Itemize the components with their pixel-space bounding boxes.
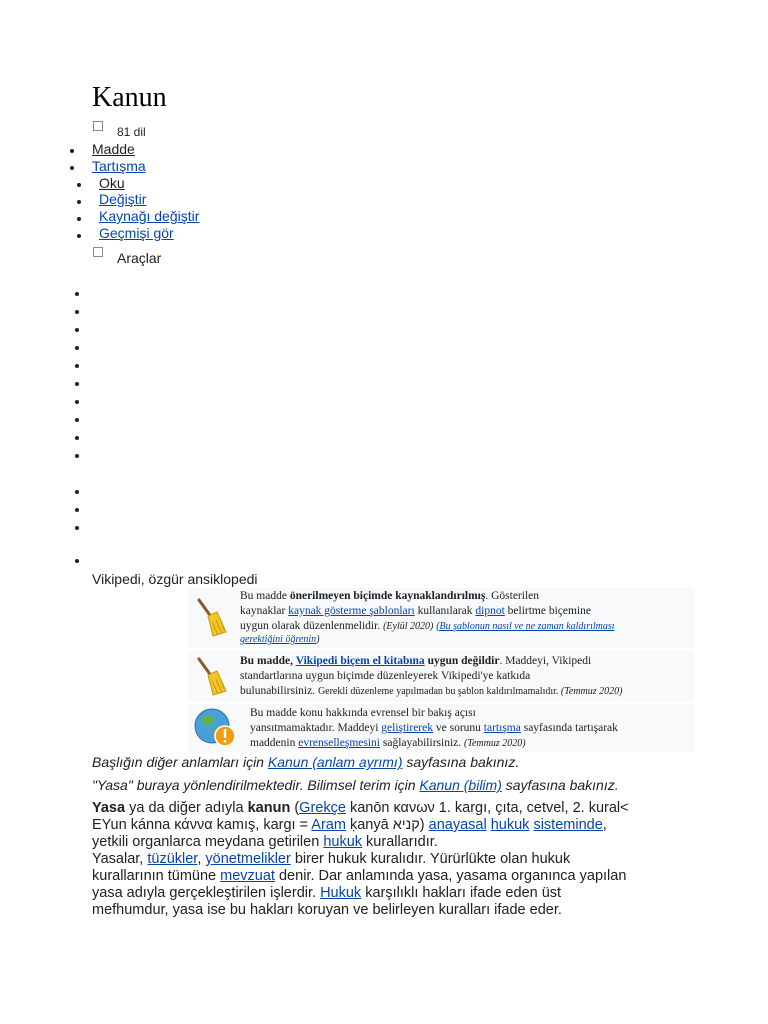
page-title: Kanun — [92, 82, 167, 113]
bullet — [75, 454, 79, 458]
term-kanun: kanun — [247, 800, 291, 816]
notice-text: Bu madde — [240, 590, 290, 602]
talk-link[interactable]: tartışma — [483, 722, 521, 734]
hatnote-text: sayfasına bakınız. — [501, 777, 619, 793]
bullet — [75, 364, 79, 368]
globalize-link[interactable]: evrenselleşmesini — [298, 737, 380, 749]
notice-text: yansıtmamaktadır. Maddeyi — [250, 722, 382, 734]
notice-text: maddenin — [250, 737, 299, 749]
system-link[interactable]: sisteminde — [533, 817, 603, 833]
bullet — [77, 183, 81, 187]
bullet — [75, 328, 79, 332]
tab-read[interactable]: Oku — [99, 175, 125, 191]
notice-sources — [188, 588, 694, 648]
footnote-link[interactable]: dipnot — [475, 605, 505, 617]
tools-label[interactable]: Araçlar — [117, 250, 162, 266]
citation-templates-link[interactable]: kaynak gösterme şablonları — [288, 605, 415, 617]
notice-text: uygun olarak düzenlenmelidir. — [240, 620, 384, 632]
notice-text: Bu madde konu hakkında evrensel bir bakış açısı — [250, 707, 476, 719]
hatnote-text: "Yasa" buraya yönlendirilmektedir. Bilimsel terim için — [92, 777, 420, 793]
notice-style — [188, 651, 694, 701]
bylaws-link[interactable]: yönetmelikler — [205, 851, 291, 867]
bullet — [70, 166, 74, 170]
notice-emphasis: uygun değildir — [424, 655, 500, 667]
notice-text: ) — [316, 634, 320, 645]
bullet — [75, 400, 79, 404]
constitutional-link[interactable]: anayasal — [428, 817, 487, 833]
body-text: kurallarının tümüne — [92, 868, 221, 884]
body-text: karşılıklı hakları ifade eden üst — [361, 885, 562, 901]
notice-date: (Temmuz 2020) — [558, 686, 623, 697]
hatnote-redirect — [92, 777, 619, 794]
body-text: , — [197, 851, 206, 867]
notice-text: standartlarına uygun biçimde düzenleyerek Vikipedi'ye katkıda — [240, 670, 531, 682]
languages-checkbox[interactable] — [93, 121, 103, 131]
body-text: yasa adıyla gerçekleştirilen işlerdir. — [92, 885, 321, 901]
tools-checkbox[interactable] — [93, 247, 103, 257]
tab-history[interactable]: Geçmişi gör — [99, 225, 174, 241]
hatnote-text: Başlığın diğer anlamları için — [92, 754, 268, 770]
notice-emphasis: önerilmeyen biçimde kaynaklandırılmış — [289, 590, 486, 602]
notice-text: bulunabilirsiniz. — [240, 685, 318, 697]
bullet — [75, 310, 79, 314]
notice-small-text: Gerekli düzenleme yapılmadan bu şablon kaldırılmamalıdır. — [317, 686, 559, 697]
law-link[interactable]: Hukuk — [320, 885, 362, 901]
notice-globalize — [188, 704, 694, 752]
site-tagline: Vikipedi, özgür ansiklopedi — [92, 571, 258, 587]
bullet — [75, 436, 79, 440]
bullet — [75, 418, 79, 422]
paragraph-laws — [92, 851, 692, 919]
bullet — [75, 346, 79, 350]
body-text: Yasalar, — [92, 851, 148, 867]
bullet — [75, 508, 79, 512]
bullet — [75, 292, 79, 296]
globe-warning-icon — [193, 707, 237, 747]
body-text: ḳanyā קניא) — [345, 817, 429, 833]
style-manual-link[interactable]: Vikipedi biçem el kitabına — [295, 655, 425, 667]
notice-text: belirtme biçemine — [504, 605, 591, 617]
notice-text: sayfasında tartışarak — [520, 722, 618, 734]
disambiguation-link[interactable]: Kanun (anlam ayrımı) — [267, 754, 403, 770]
notice-date: (Temmuz 2020) — [464, 738, 526, 749]
notice-emphasis: Bu madde, — [240, 655, 296, 667]
bullet — [77, 234, 81, 238]
law-link[interactable]: hukuk — [490, 817, 530, 833]
tab-edit[interactable]: Değiştir — [99, 191, 147, 207]
tab-article[interactable]: Madde — [92, 141, 135, 157]
broom-icon — [193, 598, 229, 638]
template-help-link[interactable]: gerektiğini öğrenin — [240, 634, 317, 645]
bullet — [77, 200, 81, 204]
body-text: kurallarıdır. — [362, 834, 438, 850]
body-text: EYun kánna κάννα kamış, kargı = — [92, 817, 312, 833]
bullet — [77, 217, 81, 221]
bullet — [75, 382, 79, 386]
body-text: mefhumdur, yasa ise bu hakları koruyan ve belirleyen kuralları ifade eder. — [92, 902, 562, 918]
body-text: denir. Dar anlamında yasa, yasama organınca yapılan — [274, 868, 627, 884]
science-law-link[interactable]: Kanun (bilim) — [419, 777, 502, 793]
paragraph-intro — [92, 800, 692, 851]
notice-text: kullanılarak — [414, 605, 476, 617]
regulations-link[interactable]: tüzükler — [147, 851, 198, 867]
notice-text: ve sorunu — [433, 722, 484, 734]
body-text: ( — [290, 800, 300, 816]
languages-label[interactable]: 81 dil — [117, 125, 146, 139]
body-text: birer hukuk kuralıdır. Yürürlükte olan hukuk — [290, 851, 571, 867]
body-text: yetkili organlarca meydana getirilen — [92, 834, 324, 850]
body-text: ya da diğer adıyla — [125, 800, 248, 816]
aramaic-link[interactable]: Aram — [311, 817, 346, 833]
body-text: , — [602, 817, 607, 833]
bullet — [75, 490, 79, 494]
hatnote-text: sayfasına bakınız. — [402, 754, 520, 770]
bullet — [70, 149, 74, 153]
greek-link[interactable]: Grekçe — [299, 800, 346, 816]
hatnote-disambiguation — [92, 754, 519, 771]
tab-edit-source[interactable]: Kaynağı değiştir — [99, 208, 200, 224]
body-text: kanōn κανων 1. kargı, çıta, cetvel, 2. kural< — [345, 800, 629, 816]
notice-text: . Gösterilen — [485, 590, 539, 602]
improve-link[interactable]: geliştirerek — [381, 722, 433, 734]
bullet — [75, 559, 79, 563]
notice-date: (Eylül 2020) — [383, 621, 434, 632]
tab-talk[interactable]: Tartışma — [92, 158, 146, 174]
term-yasa: Yasa — [92, 800, 126, 816]
bullet — [75, 526, 79, 530]
law-link[interactable]: hukuk — [323, 834, 363, 850]
notice-text: . Maddeyi, Vikipedi — [499, 655, 592, 667]
template-help-link[interactable]: (Bu şablonun nasıl ve ne zaman kaldırılması — [436, 621, 615, 632]
legislation-link[interactable]: mevzuat — [220, 868, 275, 884]
notice-text: sağlayabilirsiniz. — [380, 737, 464, 749]
broom-icon — [193, 657, 229, 697]
notice-text: kaynaklar — [240, 605, 289, 617]
